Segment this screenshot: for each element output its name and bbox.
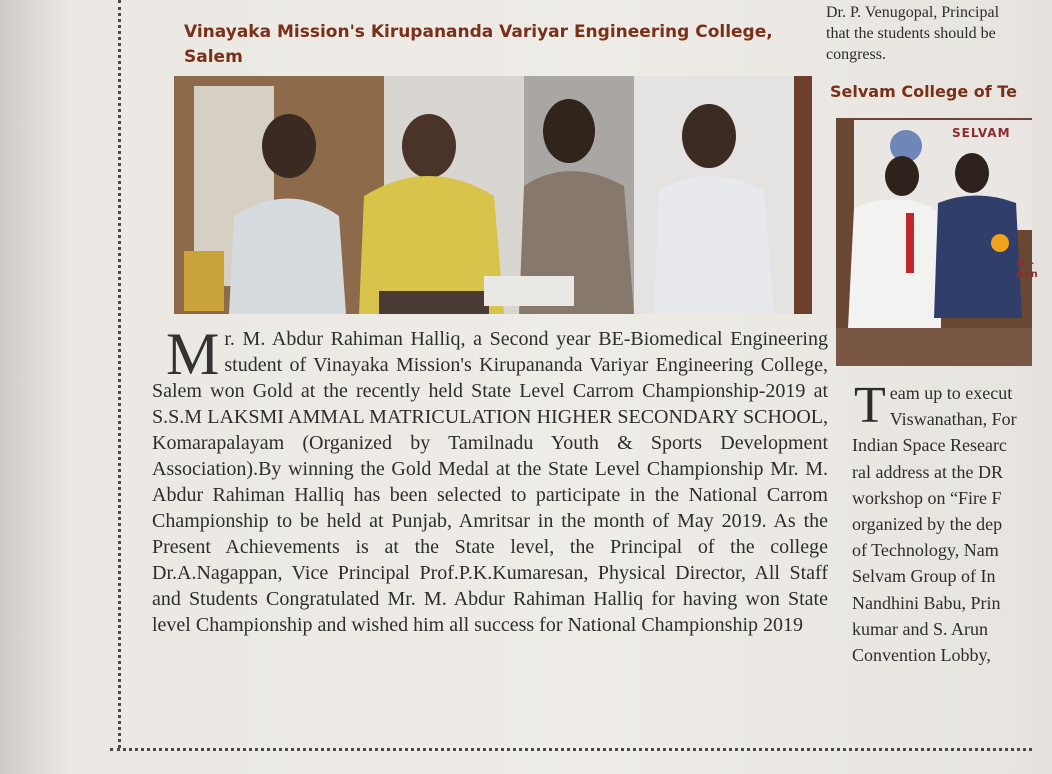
right-line: Selvam Group of In — [852, 566, 996, 587]
right-column-text — [852, 377, 1052, 668]
right-line: workshop on “Fire F — [852, 487, 1002, 508]
article-dropcap: M — [166, 321, 220, 387]
left-dotted-border — [118, 0, 121, 748]
right-line: eam up to execut — [889, 383, 1013, 403]
seminar-photo — [836, 118, 1039, 366]
seminar-banner-text: SELVAM — [952, 126, 1011, 140]
right-line: Convention Lobby, — [852, 645, 991, 666]
right-column-headline: Selvam College of Te — [830, 82, 1017, 101]
award-photo-illustration — [174, 76, 812, 314]
right-line: ral address at the DR — [852, 461, 1003, 482]
article-body — [152, 321, 828, 638]
right-column-dropcap: T — [854, 377, 886, 434]
right-line: organized by the dep — [852, 514, 1003, 535]
right-line: Nandhini Babu, Prin — [852, 592, 1001, 613]
right-line: kumar and S. Arun — [852, 618, 988, 639]
seminar-photo-illustration — [836, 118, 1032, 366]
article-body-text: r. M. Abdur Rahiman Halliq, a Second year BE-Biomedical Engineering student of Vinayaka Mission's Kirupananda Variyar Engineering College, Salem won Gold at the recently held State Level Carrom Championship-2019 at S.S.M LAKSMI AMMAL MATRICULATION HIGHER SECONDARY SCHOOL, Komarapalayam (Organized by Tamilnadu Youth & Sports Development Association).By winning the Gold Medal at the State Level Championship Mr. M. Abdur Rahiman Halliq has been selected to participate in the National Carrom Championship to be held at Punjab, Amritsar in the month of May 2019. As the Present Achievements is at the State level, the Principal of the college Dr.A.Nagappan, Vice Principal Prof.P.K.Kumaresan, Physical Director, All Staff and Students Congratulated Mr. M. Abdur Rahiman Halliq for having won State level Championship and wished him all success for National Championship 2019 — [152, 328, 828, 636]
right-line: Viswanathan, For — [889, 409, 1017, 430]
right-line: Indian Space Researc — [852, 435, 1007, 456]
article-headline: Vinayaka Mission's Kirupananda Variyar Engineering College, Salem — [184, 22, 773, 67]
right-top-line: that the students should be — [826, 25, 996, 42]
right-line: of Technology, Nam — [852, 540, 999, 561]
seminar-banner-line: D - Arn — [1016, 258, 1039, 280]
right-top-line: Dr. P. Venugopal, Principal — [826, 4, 1000, 21]
right-column-top-snippet — [826, 2, 1046, 65]
right-top-line: congress. — [826, 46, 886, 63]
bottom-dotted-border — [110, 748, 1032, 751]
award-photo — [174, 76, 812, 314]
